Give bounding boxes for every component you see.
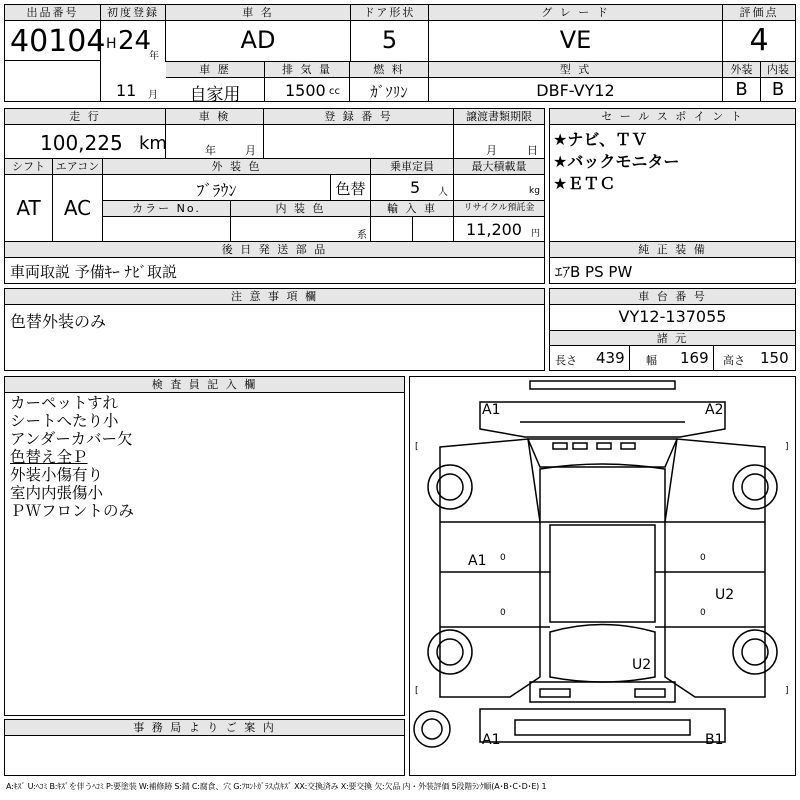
damage-front-right: A2: [705, 402, 724, 418]
import-label: 輸 入 車: [371, 201, 453, 217]
door-label: ドア形状: [351, 5, 428, 21]
reg-year: 24: [118, 26, 152, 56]
width-label: 幅: [646, 354, 657, 367]
damage-rear-right: B1: [705, 732, 724, 748]
height-label: 高さ: [723, 354, 745, 367]
aircon-value: AC: [63, 196, 92, 220]
bracket-mark: [: [415, 442, 419, 452]
length-label: 長さ: [555, 354, 577, 367]
sales-point: ★ナビ、ＴＶ: [553, 130, 648, 149]
inspector-note: シートへたり小: [10, 412, 119, 430]
office-label: 事 務 局 よ り ご 案 内: [5, 720, 404, 736]
inspector-note: 外装小傷有り: [10, 466, 104, 484]
max-load-label: 最大積載量: [454, 159, 544, 175]
ext-color-value: ﾌﾞﾗｳﾝ: [196, 181, 237, 200]
month-unit: 月: [148, 90, 158, 101]
displacement-value: 1500: [285, 81, 326, 100]
displacement-label: 排 気 量: [265, 62, 349, 78]
inspection-label: 車 検: [166, 109, 263, 125]
inspector-label: 検 査 員 記 入 欄: [5, 377, 404, 393]
sales-points-label: セ ー ル ス ポ イ ン ト: [550, 109, 795, 125]
transfer-doc-label: 譲渡書類期限: [454, 109, 544, 125]
person-unit: 人: [438, 187, 448, 198]
transfer-month-unit: 月: [486, 144, 497, 157]
cc-unit: cc: [329, 86, 340, 97]
car-name-label: 車 名: [166, 5, 350, 21]
length-value: 439: [596, 349, 625, 367]
color-no-label: カラー No.: [103, 201, 230, 217]
history-value: 自家用: [189, 85, 241, 105]
legend-footer: A:ｷｽﾞ U:ﾍｺﾐ B:ｷｽﾞを伴うﾍｺﾐ P:要塗装 W:補修跡 S:錆 C:腐食、穴 G:ﾌﾛﾝﾄｶﾞﾗｽ点ｷｽﾞ XX:交換済み X:要交換 欠:欠品 内・外装評価 5段階ﾗﾝｸ順(A･B･C･D･E) 1: [6, 782, 547, 791]
height-value: 150: [760, 349, 789, 367]
inspector-note: アンダーカバー欠: [10, 430, 133, 448]
capacity-value: 5: [410, 178, 421, 197]
inspector-note: ＰＷフロントのみ: [10, 502, 135, 520]
sill-mark: 0: [700, 553, 706, 563]
sales-point: ★ＥＴＣ: [553, 174, 616, 193]
sales-points-list: [553, 129, 679, 195]
door-count: 5: [381, 26, 398, 54]
yen-unit: 円: [531, 229, 541, 239]
bracket-mark: [: [415, 686, 419, 696]
int-color-unit: 系: [357, 230, 367, 241]
inspector-notes: [10, 394, 134, 520]
history-label: 車 歴: [166, 62, 264, 78]
model-code: DBF-VY12: [536, 81, 615, 100]
exterior-grade: B: [735, 79, 748, 100]
equipment-value: ｴｱB PS PW: [555, 263, 633, 281]
recycle-value: 11,200: [466, 220, 522, 239]
aircon-label: エアコン: [53, 159, 102, 175]
inspector-note: カーペットすれ: [10, 394, 119, 412]
score-value: 4: [749, 23, 769, 58]
mileage-value: 100,225: [40, 131, 123, 155]
later-parts-value: 車両取説 予備ｷｰ ﾅﾋﾞ取説: [10, 263, 178, 281]
dims-label: 諸 元: [550, 330, 795, 346]
sill-mark: 0: [700, 608, 706, 618]
year-unit: 年: [149, 51, 159, 62]
reg-no-label: 登 録 番 号: [264, 109, 453, 125]
interior-label: 内装: [761, 62, 795, 78]
score-label: 評価点: [723, 5, 795, 21]
recycle-label: リサイクル預託金: [454, 201, 544, 217]
later-parts-label: 後 日 発 送 部 品: [5, 242, 544, 258]
interior-grade: B: [771, 79, 785, 100]
lot-number: 40104: [10, 24, 106, 59]
damage-roof: U2: [632, 657, 652, 673]
first-reg-label: 初度登録: [101, 5, 165, 21]
capacity-label: 乗車定員: [371, 159, 453, 175]
bracket-mark: ]: [785, 686, 789, 696]
grade-value: VE: [559, 26, 592, 54]
era-letter: H: [106, 36, 117, 52]
inspector-note: 室内内張傷小: [10, 484, 104, 502]
inspector-note: 色替え全Ｐ: [10, 448, 88, 466]
reg-month: 11: [116, 81, 137, 100]
insp-month-unit: 月: [245, 144, 256, 157]
chassis-number: VY12-137055: [618, 307, 727, 326]
sill-mark: 0: [500, 608, 506, 618]
car-damage-diagram: [410, 377, 795, 775]
bracket-mark: ]: [785, 442, 789, 452]
width-value: 169: [680, 349, 709, 367]
repaint-mark: 色替: [335, 180, 366, 198]
fuel-value: ｶﾞｿﾘﾝ: [370, 83, 408, 101]
notes-value: 色替外装のみ: [10, 312, 107, 331]
damage-left-door: A1: [468, 553, 487, 569]
exterior-label: 外装: [723, 62, 760, 78]
chassis-label: 車 台 番 号: [550, 289, 795, 305]
notes-label: 注 意 事 項 欄: [5, 289, 544, 305]
fuel-label: 燃 料: [350, 62, 428, 78]
lot-no-label: 出品番号: [5, 5, 100, 21]
shift-label: シフト: [5, 159, 52, 175]
kg-unit: kg: [529, 186, 540, 196]
insp-year-unit: 年: [205, 144, 216, 157]
grade-label: グ レ ー ド: [429, 5, 722, 21]
car-name: AD: [240, 26, 276, 54]
km-unit: km: [139, 133, 167, 154]
damage-front-left: A1: [482, 402, 501, 418]
transfer-day-unit: 日: [527, 144, 538, 157]
mileage-label: 走 行: [5, 109, 165, 125]
model-code-label: 型 式: [429, 62, 722, 78]
int-color-label: 内 装 色: [231, 201, 370, 217]
damage-right-rear: U2: [715, 587, 735, 603]
sales-point: ★バックモニター: [553, 152, 680, 171]
shift-value: AT: [16, 196, 41, 220]
equipment-label: 純 正 装 備: [550, 242, 795, 258]
damage-rear-left: A1: [482, 732, 501, 748]
sill-mark: 0: [500, 553, 506, 563]
ext-color-label: 外 装 色: [103, 159, 370, 175]
